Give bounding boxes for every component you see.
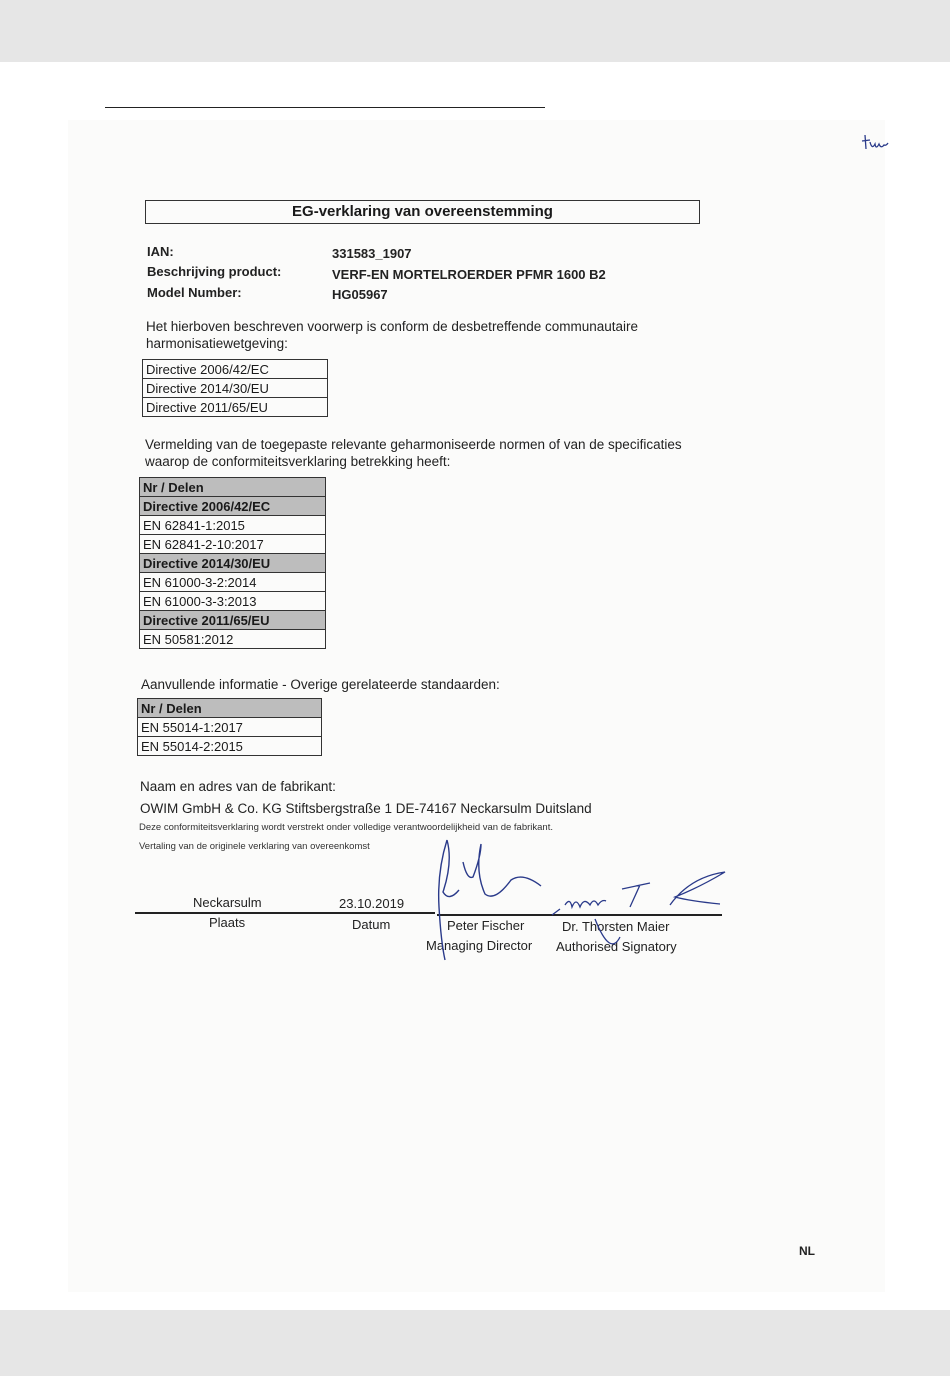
conformity-text-line-1: Het hierboven beschreven voorwerp is conform de desbetreffende communautaire (146, 319, 639, 334)
table-row (140, 592, 326, 611)
directive-cell: Directive 2006/42/EC (143, 360, 328, 379)
table-header-cell: Nr / Delen (140, 478, 326, 497)
table-header-cell: Directive 2014/30/EU (140, 554, 326, 573)
translation-note: Vertaling van de originele verklaring van overeenkomst (139, 841, 370, 852)
table-cell: EN 55014-2:2015 (138, 737, 322, 756)
table-cell: EN 50581:2012 (140, 630, 326, 649)
signature-line-left (135, 912, 435, 914)
model-number-label: Model Number: (147, 285, 242, 300)
table-row (140, 630, 326, 649)
ian-value: 331583_1907 (332, 246, 412, 261)
responsibility-note: Deze conformiteitsverklaring wordt verstrekt onder volledige verantwoordelijkheid van de fabrikant. (139, 822, 553, 833)
standards-table (139, 477, 326, 649)
place-value: Neckarsulm (193, 895, 262, 910)
additional-standards-table (137, 698, 322, 756)
table-cell: EN 61000-3-3:2013 (140, 592, 326, 611)
table-row (140, 554, 326, 573)
signer2-role: Authorised Signatory (556, 939, 677, 954)
place-label: Plaats (209, 915, 246, 930)
initials-mark-icon (860, 132, 890, 154)
product-description-label: Beschrijving product: (147, 264, 282, 279)
handwritten-signature-fischer-icon (425, 832, 555, 967)
table-row (138, 737, 322, 756)
directive-cell: Directive 2014/30/EU (143, 379, 328, 398)
date-value: 23.10.2019 (339, 896, 405, 911)
directive-cell: Directive 2011/65/EU (143, 398, 328, 417)
table-row (140, 535, 326, 554)
date-label: Datum (352, 917, 391, 932)
table-row (140, 497, 326, 516)
table-row (140, 611, 326, 630)
additional-info-text: Aanvullende informatie - Overige gerelateerde standaarden: (141, 677, 500, 692)
standards-text-line-1: Vermelding van de toegepaste relevante geharmoniseerde normen of van de specificaties (145, 437, 682, 452)
declaration-title: EG-verklaring van overeenstemming (145, 200, 700, 224)
table-cell: EN 62841-1:2015 (140, 516, 326, 535)
table-cell: EN 61000-3-2:2014 (140, 573, 326, 592)
document-page (0, 62, 950, 1310)
conformity-text-line-2: harmonisatiewetgeving: (146, 336, 288, 351)
table-header-cell: Directive 2011/65/EU (140, 611, 326, 630)
table-header-cell: Nr / Delen (138, 699, 322, 718)
table-row (140, 516, 326, 535)
table-header-cell: Directive 2006/42/EC (140, 497, 326, 516)
table-cell: EN 62841-2-10:2017 (140, 535, 326, 554)
top-divider (105, 107, 545, 108)
table-row (140, 573, 326, 592)
table-row (138, 718, 322, 737)
standards-text-line-2: waarop de conformiteitsverklaring betrekking heeft: (145, 454, 451, 469)
directives-table (142, 359, 328, 417)
handwritten-signature-maier-icon (550, 867, 735, 957)
model-number-value: HG05967 (332, 287, 388, 302)
signer1-role: Managing Director (426, 938, 533, 953)
table-row (140, 478, 326, 497)
product-description-value: VERF-EN MORTELROERDER PFMR 1600 B2 (332, 267, 606, 282)
signer1-name: Peter Fischer (447, 918, 525, 933)
signer2-name: Dr. Thorsten Maier (562, 919, 670, 934)
table-cell: EN 55014-1:2017 (138, 718, 322, 737)
language-code: NL (799, 1244, 815, 1258)
table-row (138, 699, 322, 718)
manufacturer-address: OWIM GmbH & Co. KG Stiftsbergstraße 1 DE-74167 Neckarsulm Duitsland (140, 801, 592, 816)
ian-label: IAN: (147, 244, 174, 259)
manufacturer-heading: Naam en adres van de fabrikant: (140, 779, 336, 794)
